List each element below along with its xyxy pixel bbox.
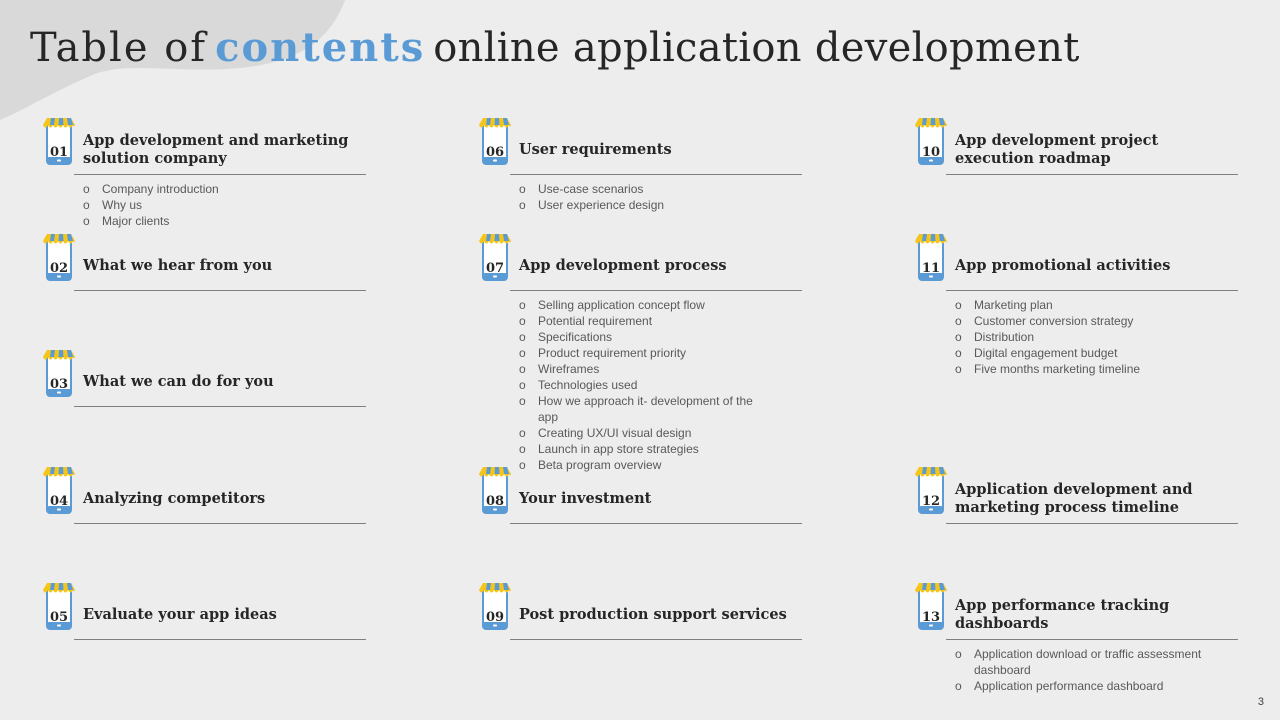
toc-item-number: 06 [485,145,505,160]
toc-sub-item: o Five months marketing timeline [955,361,1205,377]
toc-sub-item: o Application performance dashboard [955,678,1205,694]
toc-item-divider [74,406,366,407]
toc-item-title: Analyzing competitors [83,490,266,507]
toc-sub-item: o Why us [83,197,333,213]
toc-item-title: Your investment [519,490,652,507]
toc-item-divider [946,290,1238,291]
toc-item-number: 08 [485,494,505,509]
toc-item-number: 07 [485,261,505,276]
toc-item-number: 13 [921,610,941,625]
toc-sub-item: o Customer conversion strategy [955,313,1205,329]
toc-item-title: App development project execution roadmap [955,132,1159,167]
page-title [30,24,1080,71]
toc-sub-item: o User experience design [519,197,769,213]
toc-item-divider [946,174,1238,175]
title-part2: online application development [433,25,1080,71]
toc-sub-item: o Selling application concept flow [519,297,769,313]
toc-item-divider [946,523,1238,524]
toc-item-divider [74,290,366,291]
toc-item-title: App promotional activities [955,257,1171,274]
toc-sub-item: o Application download or traffic assessment dashboard [955,646,1205,678]
toc-item-title: Post production support services [519,606,787,623]
toc-item-title: User requirements [519,141,672,158]
toc-sub-list [519,181,769,213]
toc-item-title: What we hear from you [83,257,273,274]
toc-sub-list [83,181,333,229]
toc-sub-item: o Digital engagement budget [955,345,1205,361]
toc-item-number: 01 [49,145,69,160]
toc-item-divider [510,290,802,291]
toc-item-number: 05 [49,610,69,625]
toc-sub-item: o Beta program overview [519,457,769,473]
toc-item-number: 12 [921,494,941,509]
toc-item-number: 11 [921,261,941,276]
toc-item-divider [74,523,366,524]
toc-sub-item: o Major clients [83,213,333,229]
toc-sub-item: o Creating UX/UI visual design [519,425,769,441]
toc-sub-item: o Use-case scenarios [519,181,769,197]
toc-item-number: 02 [49,261,69,276]
toc-item-number: 09 [485,610,505,625]
toc-sub-item: o Potential requirement [519,313,769,329]
toc-item-divider [74,639,366,640]
toc-item-title: Application development and marketing process timeline [955,481,1193,516]
toc-item-divider [510,639,802,640]
toc-item-title: Evaluate your app ideas [83,606,277,623]
toc-item-divider [74,174,366,175]
toc-sub-item: o Company introduction [83,181,333,197]
title-highlight: contents [215,24,426,71]
toc-sub-item: o Product requirement priority [519,345,769,361]
toc-sub-item: o Technologies used [519,377,769,393]
toc-sub-list [955,646,1205,694]
toc-item-divider [946,639,1238,640]
toc-item-number: 10 [921,145,941,160]
toc-item-title: App development process [519,257,727,274]
toc-item-number: 04 [49,494,69,509]
toc-sub-list [519,297,769,473]
toc-sub-item: o How we approach it- development of the app [519,393,769,425]
toc-sub-item: o Distribution [955,329,1205,345]
toc-item-title: App performance tracking dashboards [955,597,1170,632]
toc-item-divider [510,523,802,524]
toc-item-number: 03 [49,377,69,392]
toc-item-divider [510,174,802,175]
page-number: 3 [1257,696,1264,708]
toc-sub-item: o Launch in app store strategies [519,441,769,457]
toc-item-title: What we can do for you [83,373,274,390]
toc-sub-item: o Marketing plan [955,297,1205,313]
toc-sub-item: o Wireframes [519,361,769,377]
toc-item-title: App development and marketing solution company [83,132,349,167]
toc-sub-list [955,297,1205,377]
title-part1: Table of [30,25,208,71]
toc-sub-item: o Specifications [519,329,769,345]
